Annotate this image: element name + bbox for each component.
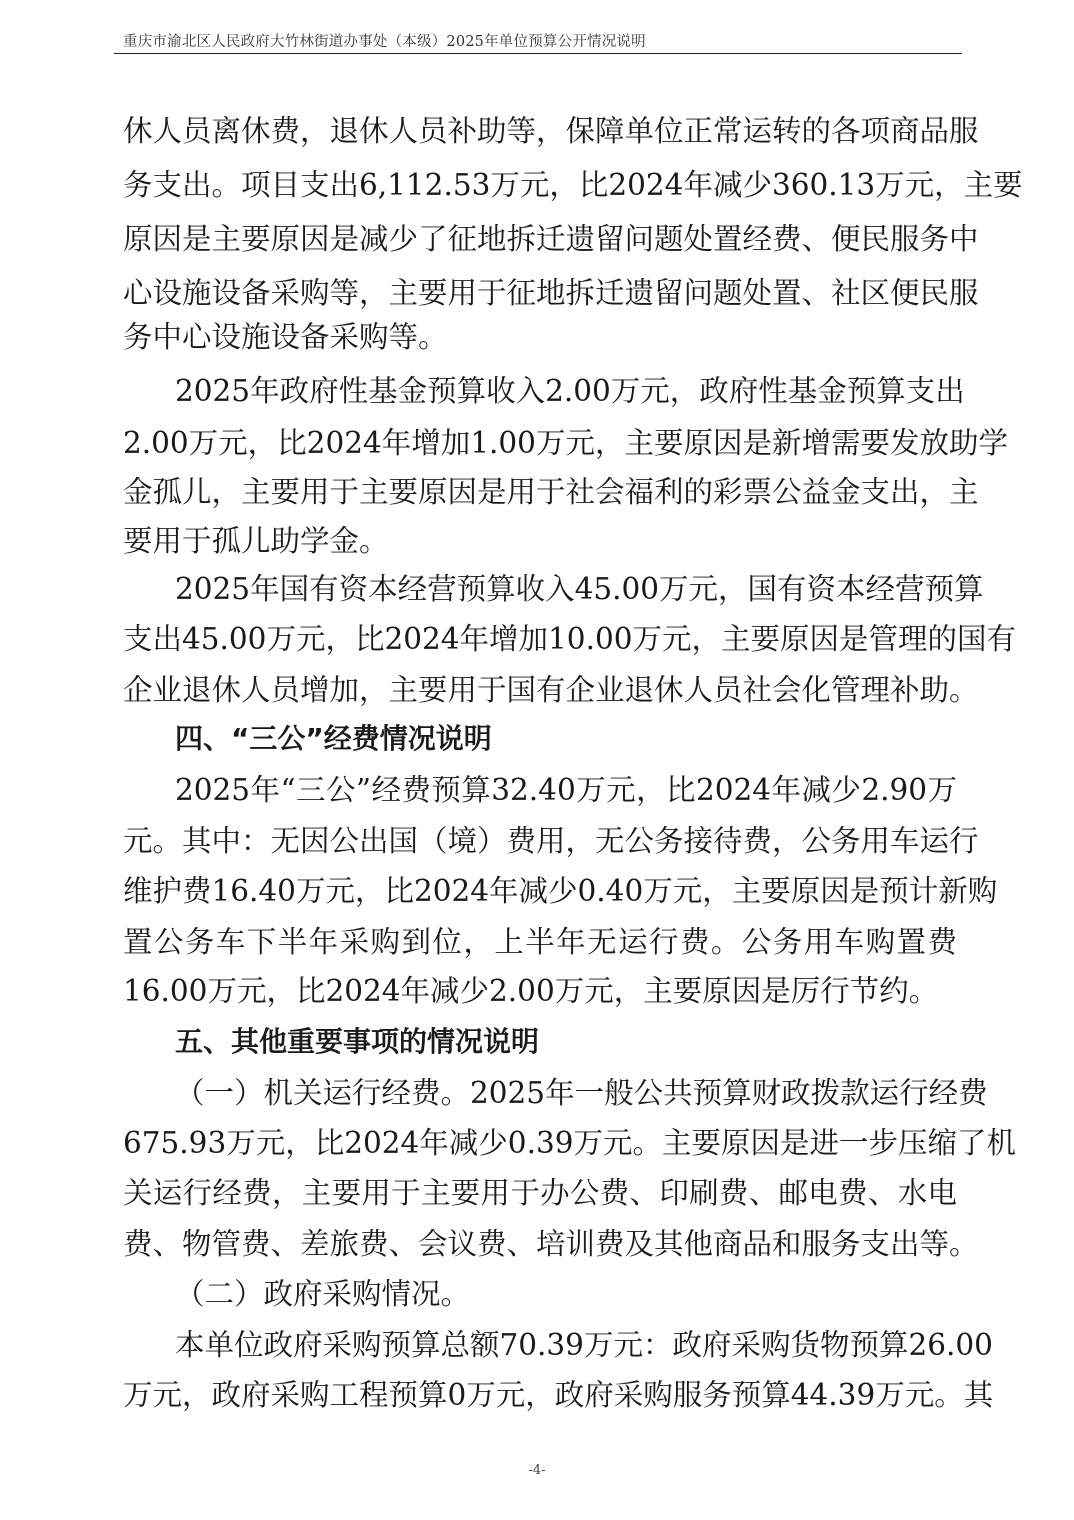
body-line: 务支出。项目支出6,112.53万元，比2024年减少360.13万元，主要 (123, 168, 1023, 202)
body-line: 16.00万元，比2024年减少2.00万元，主要原因是厉行节约。 (123, 974, 939, 1008)
body-line: 万元，政府采购工程预算0万元，政府采购服务预算44.39万元。其 (123, 1378, 994, 1412)
body-line: （一）机关运行经费。2025年一般公共预算财政拨款运行经费 (175, 1076, 988, 1110)
body-line: 2.00万元，比2024年增加1.00万元，主要原因是新增需要发放助学 (123, 426, 1008, 460)
body-line: 675.93万元，比2024年减少0.39万元。主要原因是进一步压缩了机 (123, 1126, 1016, 1160)
body-line: 维护费16.40万元，比2024年减少0.40万元，主要原因是预计新购 (123, 874, 998, 908)
body-line: 原因是主要原因是减少了征地拆迁遗留问题处置经费、便民服务中 (123, 222, 979, 256)
header-divider (114, 53, 962, 54)
body-line: 费、物管费、差旅费、会议费、培训费及其他商品和服务支出等。 (123, 1227, 979, 1261)
body-line: 本单位政府采购预算总额70.39万元：政府采购货物预算26.00 (175, 1328, 993, 1362)
body-line: 要用于孤儿助学金。 (123, 524, 389, 558)
body-line: 2025年政府性基金预算收入2.00万元，政府性基金预算支出 (175, 374, 965, 408)
body-line: 2025年国有资本经营预算收入45.00万元，国有资本经营预算 (175, 572, 984, 606)
section-heading-other-matters: 五、其他重要事项的情况说明 (175, 1025, 540, 1058)
body-line: 心设施设备采购等，主要用于征地拆迁遗留问题处置、社区便民服 (123, 276, 979, 310)
running-header-title: 重庆市渝北区人民政府大竹林街道办事处（本级）2025年单位预算公开情况说明 (123, 34, 646, 50)
body-line: 置公务车下半年采购到位，上半年无运行费。公务用车购置费 (123, 925, 957, 959)
body-line: 关运行经费，主要用于主要用于办公费、印刷费、邮电费、水电 (123, 1176, 957, 1210)
body-line: 企业退休人员增加，主要用于国有企业退休人员社会化管理补助。 (123, 673, 979, 707)
section-heading-three-public: 四、“三公”经费情况说明 (175, 722, 492, 755)
body-line: 金孤儿，主要用于主要原因是用于社会福利的彩票公益金支出，主 (123, 475, 979, 509)
page-number: -4- (528, 1463, 546, 1478)
body-line: 务中心设施设备采购等。 (123, 320, 448, 354)
body-line: 2025年“三公”经费预算32.40万元，比2024年减少2.90万 (175, 773, 957, 807)
body-line: 支出45.00万元，比2024年增加10.00万元，主要原因是管理的国有 (123, 622, 1016, 656)
body-line: 元。其中：无因公出国（境）费用，无公务接待费，公务用车运行 (123, 824, 979, 858)
subsection-heading-procurement: （二）政府采购情况。 (175, 1277, 471, 1311)
body-line: 休人员离休费，退休人员补助等，保障单位正常运转的各项商品服 (123, 114, 979, 148)
